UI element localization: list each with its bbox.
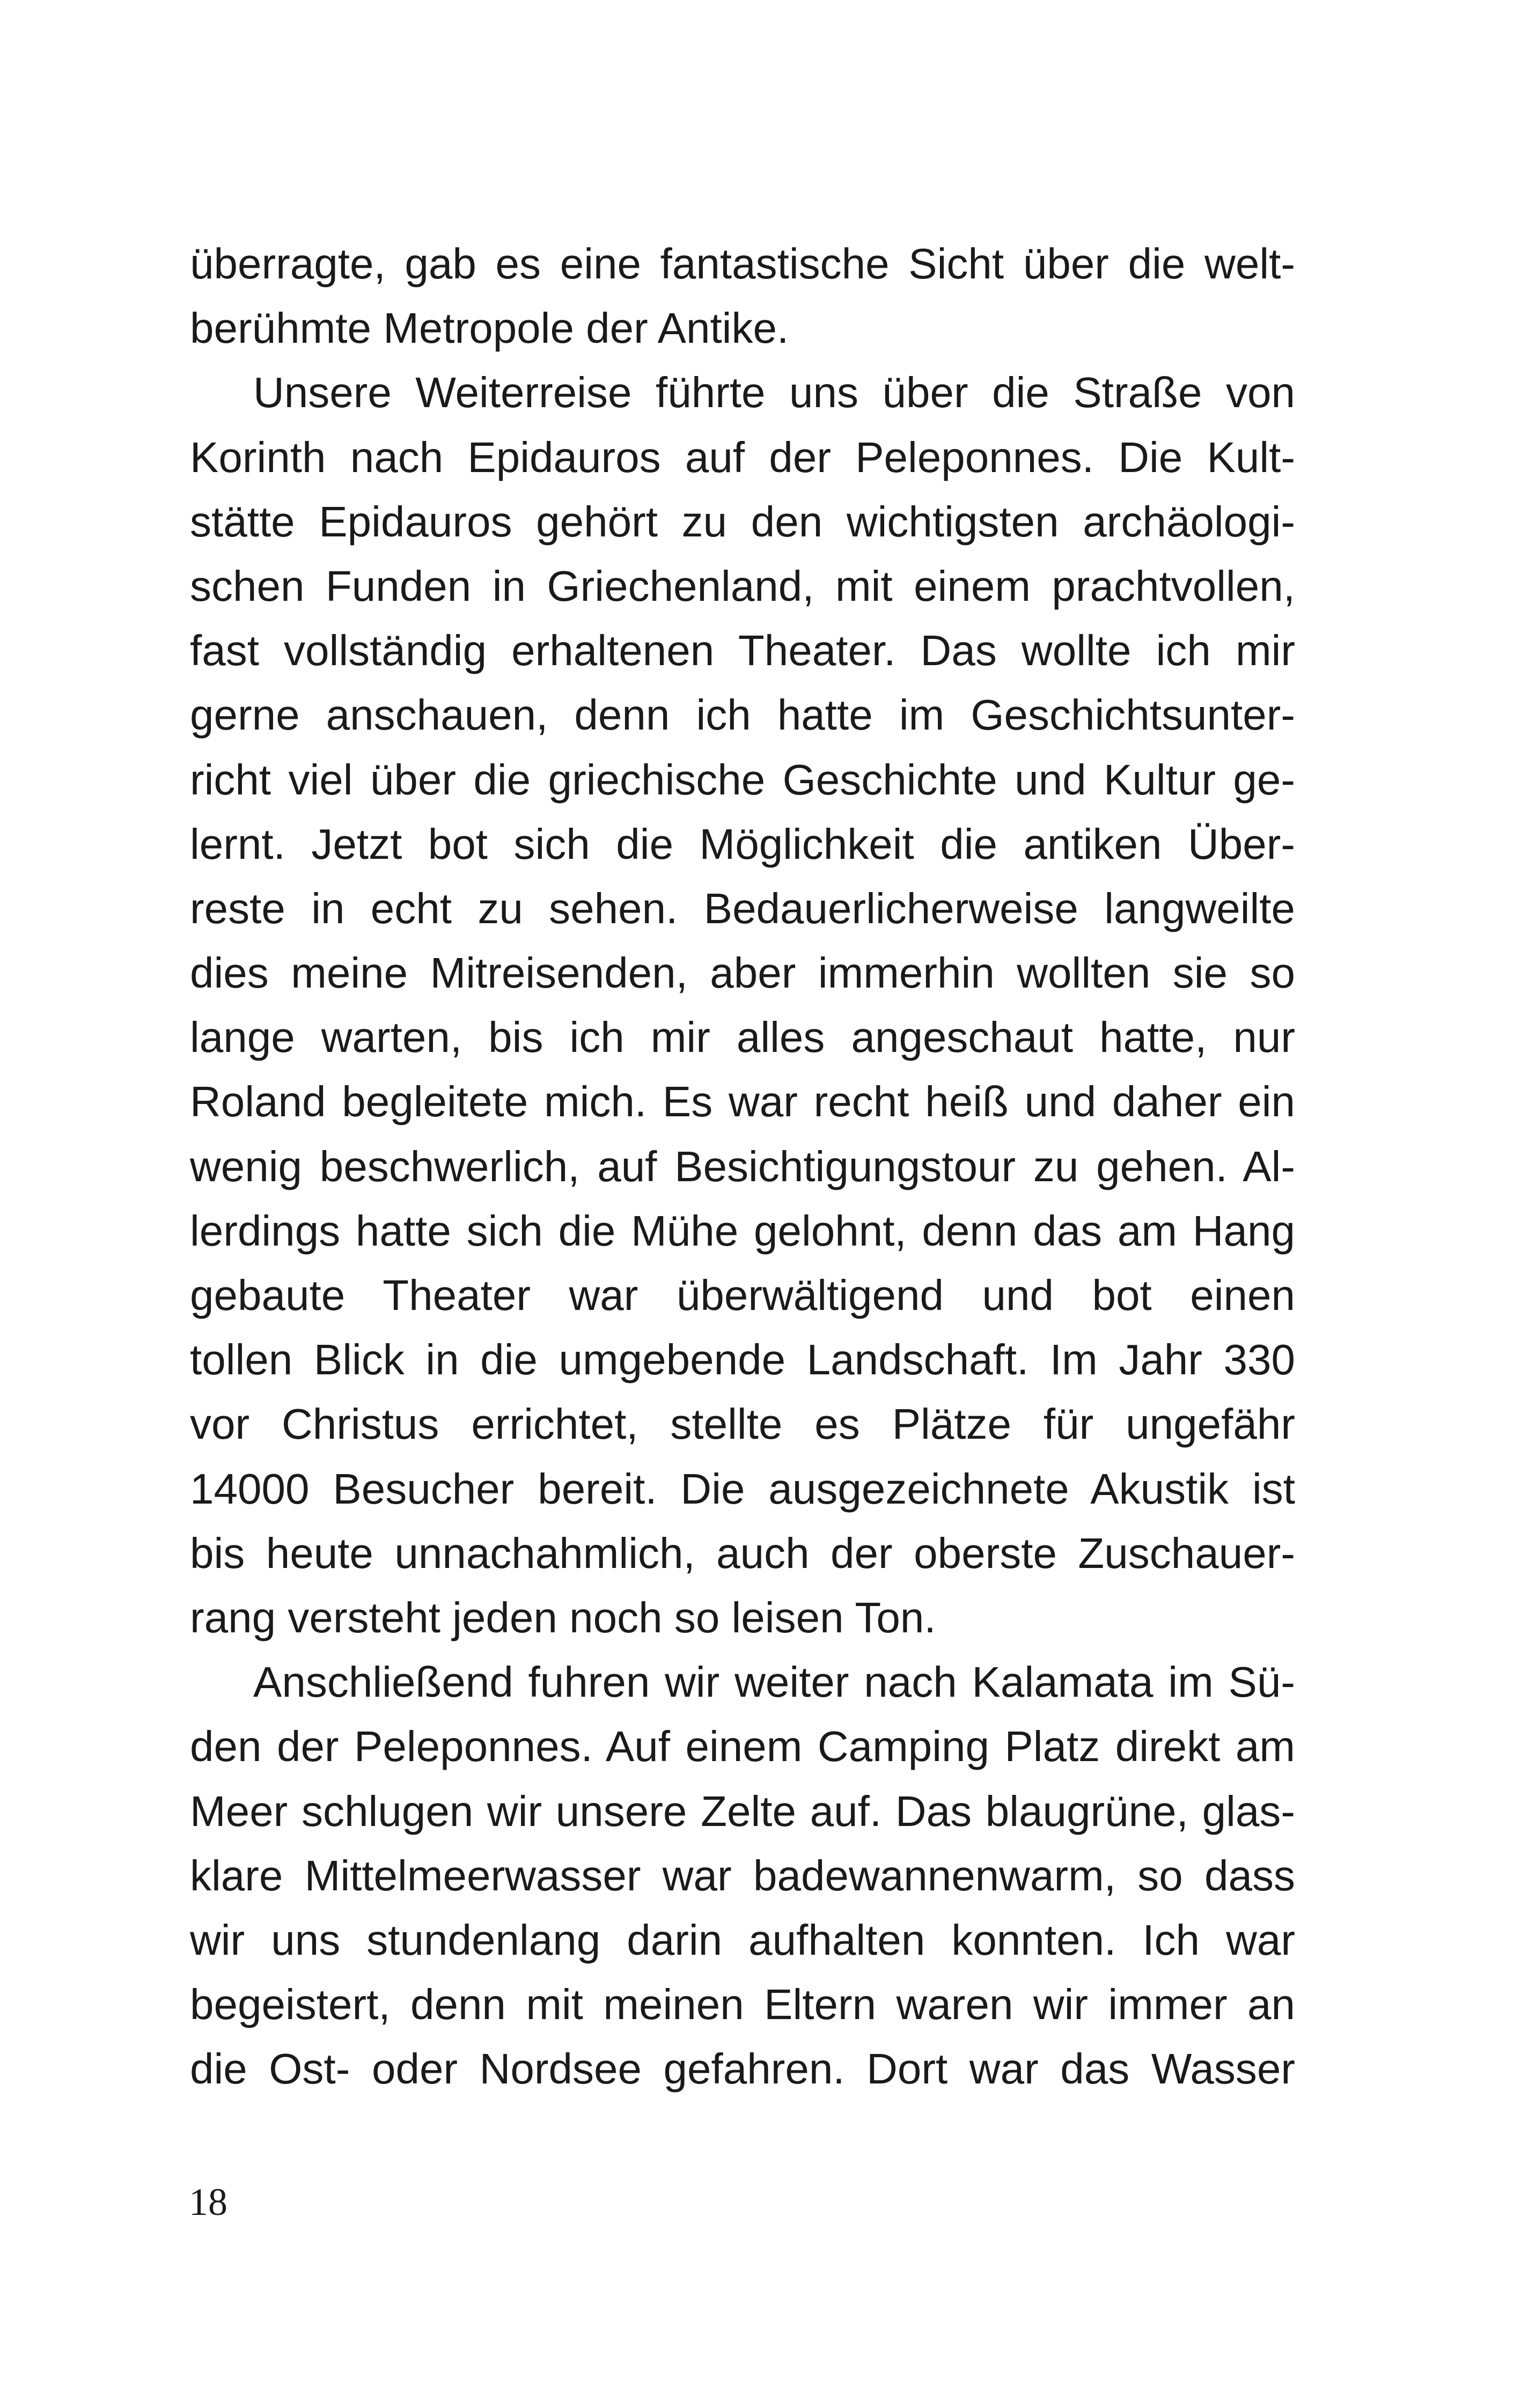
text-line: klare Mittelmeerwasser war badewannenwarm, so dass [190,1851,1295,1899]
text-line: den der Peleponnes. Auf einem Camping Platz direkt am [190,1722,1295,1771]
page-number: 18 [189,2181,227,2223]
text-line: stätte Epidauros gehört zu den wichtigsten archäologi- [190,497,1295,546]
text-line: wenig beschwerlich, auf Besichtigungstour zu gehen. Al- [190,1142,1295,1190]
paragraph [190,1650,1295,2101]
text-line: begeistert, denn mit meinen Eltern waren wir immer an [190,1980,1295,2029]
body-text [190,232,1295,2101]
text-line: dies meine Mitreisenden, aber immerhin wollten sie so [190,949,1295,997]
text-line: die Ost- oder Nordsee gefahren. Dort war das Wasser [190,2045,1295,2093]
text-line: Meer schlugen wir unsere Zelte auf. Das blaugrüne, glas- [190,1787,1295,1835]
text-line: gerne anschauen, denn ich hatte im Geschichtsunter- [190,691,1295,739]
text-line: fast vollständig erhaltenen Theater. Das wollte ich mir [190,627,1295,675]
text-line: Roland begleitete mich. Es war recht heiß und daher ein [190,1078,1295,1126]
text-line: Unsere Weiterreise führte uns über die Straße von [253,369,1295,417]
text-line: richt viel über die griechische Geschichte und Kultur ge- [190,755,1295,804]
text-line: reste in echt zu sehen. Bedauerlicherweise langweilte [190,884,1295,932]
text-line: 14000 Besucher bereit. Die ausgezeichnete Akustik ist [190,1464,1295,1513]
text-line: vor Christus errichtet, stellte es Plätze für ungefähr [190,1400,1295,1448]
text-line: lerdings hatte sich die Mühe gelohnt, denn das am Hang [190,1206,1295,1255]
text-line: Anschließend fuhren wir weiter nach Kalamata im Sü- [253,1658,1295,1706]
text-line: schen Funden in Griechenland, mit einem prachtvollen, [190,562,1295,610]
text-line: tollen Blick in die umgebende Landschaft. Im Jahr 330 [190,1336,1295,1384]
text-line: Korinth nach Epidauros auf der Peleponnes. Die Kult- [190,433,1295,481]
text-line: gebaute Theater war überwältigend und bot einen [190,1271,1295,1319]
text-line: rang versteht jeden noch so leisen Ton. [190,1593,936,1641]
paragraph [190,360,1295,1650]
text-line: überragte, gab es eine fantastische Sicht über die welt- [190,240,1295,288]
paragraph [190,232,1295,360]
text-line: berühmte Metropole der Antike. [190,304,789,352]
text-line: lernt. Jetzt bot sich die Möglichkeit die antiken Über- [190,820,1295,868]
text-line: lange warten, bis ich mir alles angeschaut hatte, nur [190,1013,1295,1062]
text-line: wir uns stundenlang darin aufhalten konnten. Ich war [190,1916,1295,1964]
text-line: bis heute unnachahmlich, auch der oberste Zuschauer- [190,1529,1295,1577]
